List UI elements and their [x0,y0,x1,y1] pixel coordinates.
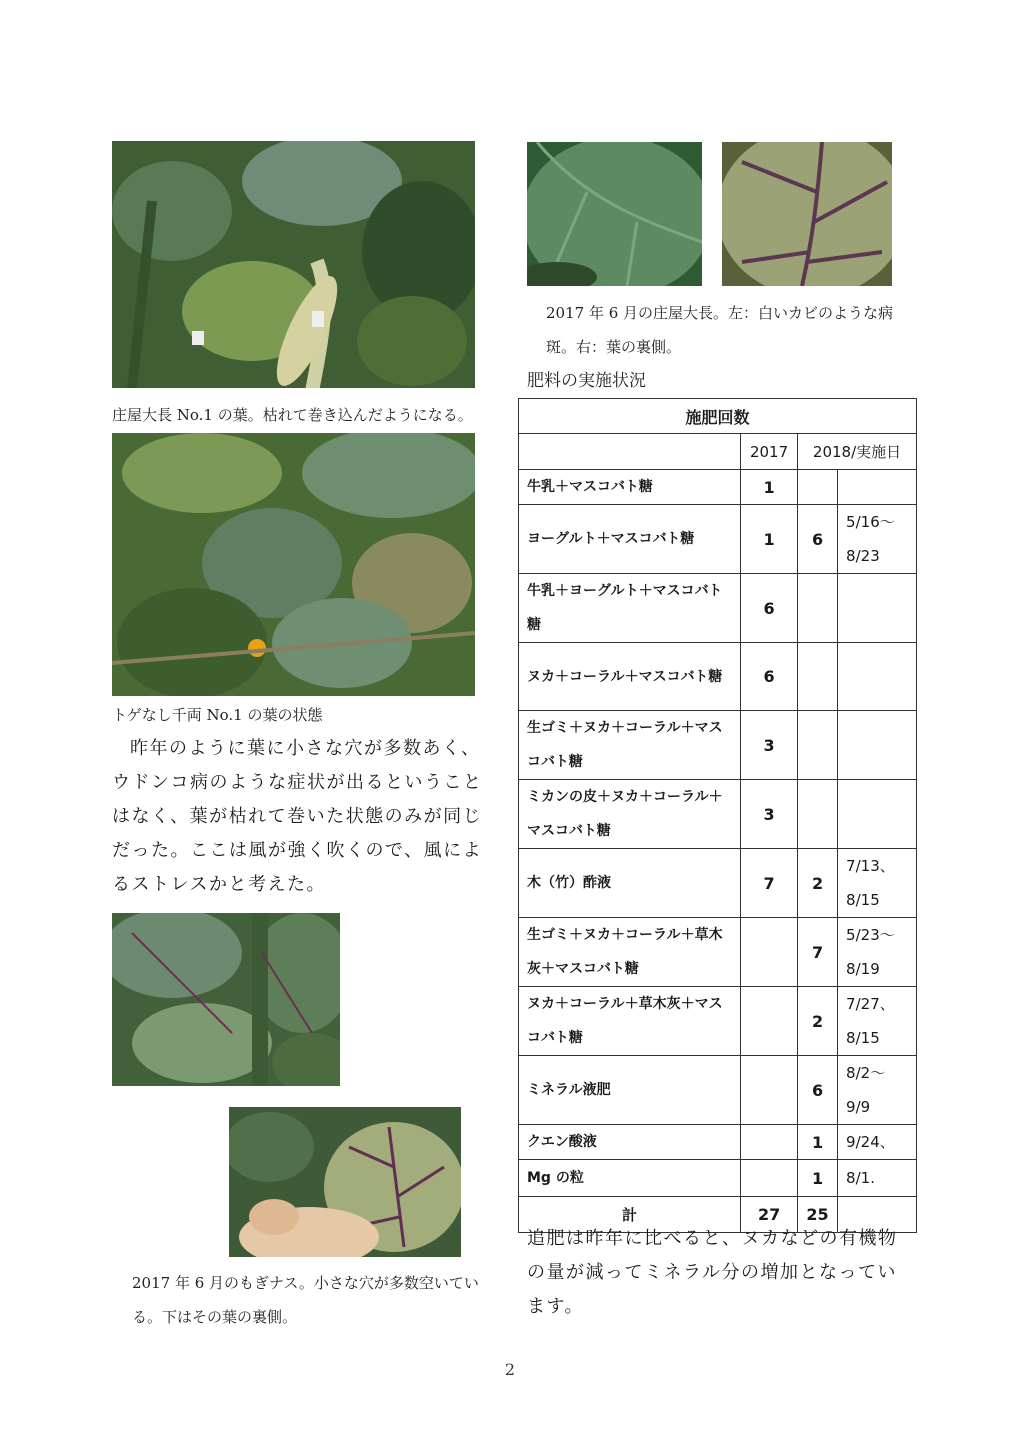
table-row [519,505,917,574]
table-row [519,643,917,711]
table-row [519,987,917,1056]
application-dates [838,470,917,505]
table-total-2018: 25 [798,1197,838,1233]
fertilizer-name: 生ゴミ＋ヌカ＋コーラル＋マスコバト糖 [519,711,741,780]
count-2017 [741,1056,798,1125]
count-2018: 6 [798,505,838,574]
count-2017 [741,1160,798,1197]
count-2017 [741,918,798,987]
application-dates: 5/16〜 8/23 [838,505,917,574]
photo-mogi-eggplant [112,913,340,1086]
application-dates [838,711,917,780]
count-2018 [798,643,838,711]
table-row [519,574,917,643]
fertilizer-name: ミネラル液肥 [519,1056,741,1125]
paragraph-leaf-observation: 昨年のように葉に小さな穴が多数あく、ウドンコ病のような症状が出るということはなく、葉が枯れて巻いた状態のみが同じだった。ここは風が強く吹くので、風によるストレスかと考えた。 [112,738,483,895]
count-2018 [798,711,838,780]
count-2017: 6 [741,643,798,711]
table-row [519,918,917,987]
photo-eggplant-leaves-1 [112,141,475,388]
count-2018: 2 [798,849,838,918]
fertilizer-name: 生ゴミ＋ヌカ＋コーラル＋草木灰＋マスコバト糖 [519,918,741,987]
fertilizer-name: ヌカ＋コーラル＋マスコバト糖 [519,643,741,711]
application-dates: 9/24、 [838,1125,917,1160]
paragraph-fertilizer-summary: 追肥は昨年に比べると、ヌカなどの有機物の量が減ってミネラル分の増加となっています。 [527,1228,898,1317]
count-2018 [798,780,838,849]
application-dates [838,574,917,643]
fertilizer-name: 木（竹）酢液 [519,849,741,918]
count-2017 [741,987,798,1056]
count-2018 [798,470,838,505]
table-row [519,780,917,849]
application-dates: 8/2〜 9/9 [838,1056,917,1125]
count-2017: 6 [741,574,798,643]
count-2018: 1 [798,1160,838,1197]
caption-photo2: トゲなし千両 No.1 の葉の状態 [112,706,323,724]
photo-leaf-back [722,142,892,286]
photo-white-mold-leaf [527,142,702,286]
table-row [519,1125,917,1160]
caption-photo-right: 2017 年 6 月の庄屋大長。左：白いカビのような病斑。右：葉の裏側。 [546,304,894,356]
count-2017: 3 [741,780,798,849]
table-total-label: 計 [519,1197,741,1233]
table-total-2017: 27 [741,1197,798,1233]
table-title: 施肥回数 [519,399,917,434]
count-2017 [741,1125,798,1160]
application-dates: 8/1. [838,1160,917,1197]
count-2018 [798,574,838,643]
application-dates: 7/13、 8/15 [838,849,917,918]
fertilizer-name: ミカンの皮＋ヌカ＋コーラル＋マスコバト糖 [519,780,741,849]
section-title-fertilizer: 肥料の実施状況 [527,371,646,391]
photo-eggplant-leaves-2 [112,433,475,696]
fertilizer-name: 牛乳＋ヨーグルト＋マスコバト糖 [519,574,741,643]
application-dates [838,780,917,849]
count-2017: 7 [741,849,798,918]
table-header-2018: 2018/実施日 [798,434,917,470]
count-2018: 6 [798,1056,838,1125]
caption-photo1: 庄屋大長 No.1 の葉。枯れて巻き込んだようになる。 [112,406,473,424]
page-number: 2 [504,1360,516,1379]
application-dates [838,643,917,711]
fertilizer-name: クエン酸液 [519,1125,741,1160]
table-header-blank [519,434,741,470]
fertilizer-name: ヌカ＋コーラル＋草木灰＋マスコバト糖 [519,987,741,1056]
application-dates: 7/27、 8/15 [838,987,917,1056]
table-row [519,711,917,780]
count-2018: 2 [798,987,838,1056]
fertilizer-name: ヨーグルト＋マスコバト糖 [519,505,741,574]
count-2017: 1 [741,470,798,505]
table-row [519,849,917,918]
caption-photo-bottom: 2017 年 6 月のもぎナス。小さな穴が多数空いている。下はその葉の裏側。 [132,1274,479,1326]
table-row [519,1160,917,1197]
table-header-2017: 2017 [741,434,798,470]
application-dates: 5/23〜 8/19 [838,918,917,987]
photo-leaf-underside [229,1107,461,1257]
count-2017: 1 [741,505,798,574]
count-2018: 1 [798,1125,838,1160]
fertilizer-name: 牛乳＋マスコバト糖 [519,470,741,505]
fertilizer-name: Mg の粒 [519,1160,741,1197]
table-row [519,470,917,505]
count-2017: 3 [741,711,798,780]
count-2018: 7 [798,918,838,987]
table-row [519,1056,917,1125]
fertilizer-table [518,398,917,1233]
